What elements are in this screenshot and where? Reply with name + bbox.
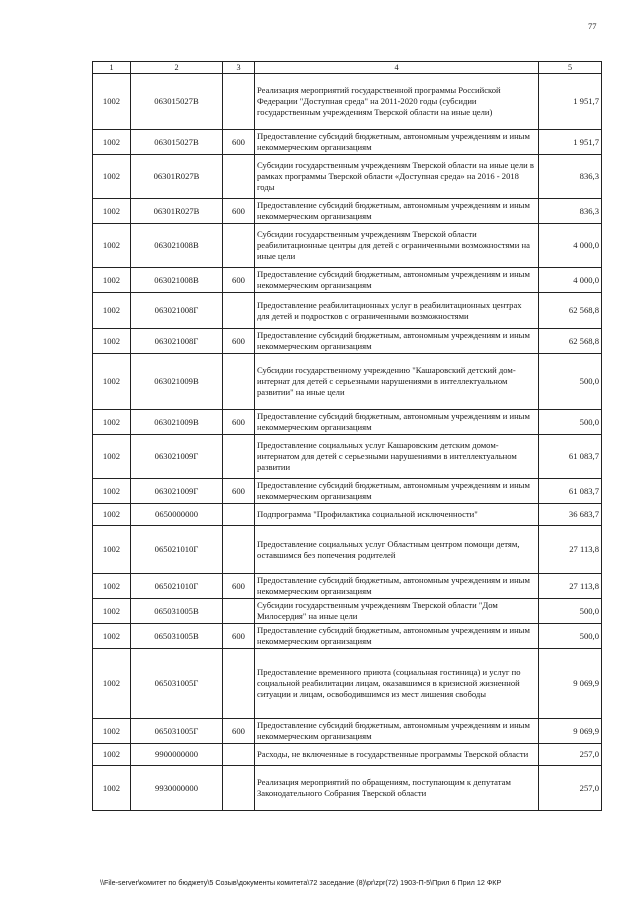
table-row (93, 599, 602, 624)
description-cell: Предоставление субсидий бюджетным, автономным учреждениям и иным некоммерческим организациям (255, 130, 539, 155)
section-cell: 1002 (93, 268, 131, 293)
table-row (93, 130, 602, 155)
section-cell: 1002 (93, 624, 131, 649)
expense-type-cell: 600 (223, 329, 255, 354)
amount-cell: 1 951,7 (539, 74, 602, 130)
header-col-1: 1 (93, 62, 131, 74)
amount-cell: 836,3 (539, 155, 602, 199)
expense-type-cell (223, 526, 255, 574)
section-cell: 1002 (93, 354, 131, 410)
section-cell: 1002 (93, 479, 131, 504)
description-cell: Предоставление субсидий бюджетным, автономным учреждениям и иным некоммерческим организациям (255, 479, 539, 504)
expense-type-cell (223, 766, 255, 811)
table-row (93, 329, 602, 354)
target-article-cell: 063021008В (131, 268, 223, 293)
expense-type-cell (223, 354, 255, 410)
description-cell: Предоставление субсидий бюджетным, автономным учреждениям и иным некоммерческим организациям (255, 410, 539, 435)
expense-type-cell (223, 504, 255, 526)
table-row (93, 435, 602, 479)
description-cell: Предоставление субсидий бюджетным, автономным учреждениям и иным некоммерческим организациям (255, 268, 539, 293)
target-article-cell: 065021010Г (131, 526, 223, 574)
description-cell: Реализация мероприятий государственной программы Российской Федерации "Доступная среда" на 2011-2020 годы (субсидии государственным учреждениям Тверской области на иные цели) (255, 74, 539, 130)
expense-type-cell (223, 74, 255, 130)
description-cell: Предоставление социальных услуг Областным центром помощи детям, оставшимся без попечения родителей (255, 526, 539, 574)
amount-cell: 500,0 (539, 354, 602, 410)
expense-type-cell (223, 155, 255, 199)
header-col-5: 5 (539, 62, 602, 74)
description-cell: Предоставление реабилитационных услуг в реабилитационных центрах для детей и подростков с ограниченными возможностями (255, 293, 539, 329)
target-article-cell: 9930000000 (131, 766, 223, 811)
target-article-cell: 065021010Г (131, 574, 223, 599)
target-article-cell: 063021008Г (131, 329, 223, 354)
target-article-cell: 9900000000 (131, 744, 223, 766)
description-cell: Субсидии государственным учреждениям Тверской области на иные цели в рамках программы Тверской области «Доступная среда» на 2016 - 2018 годы (255, 155, 539, 199)
target-article-cell: 063021009В (131, 410, 223, 435)
section-cell: 1002 (93, 410, 131, 435)
target-article-cell: 063021008В (131, 224, 223, 268)
amount-cell: 1 951,7 (539, 130, 602, 155)
target-article-cell: 063015027В (131, 74, 223, 130)
description-cell: Предоставление субсидий бюджетным, автономным учреждениям и иным некоммерческим организациям (255, 574, 539, 599)
description-cell: Подпрограмма "Профилактика социальной исключенности" (255, 504, 539, 526)
amount-cell: 61 083,7 (539, 479, 602, 504)
target-article-cell: 063021009В (131, 354, 223, 410)
target-article-cell: 063015027В (131, 130, 223, 155)
section-cell: 1002 (93, 329, 131, 354)
table-row (93, 224, 602, 268)
table-row (93, 293, 602, 329)
target-article-cell: 063021008Г (131, 293, 223, 329)
expense-type-cell: 600 (223, 130, 255, 155)
section-cell: 1002 (93, 574, 131, 599)
expense-type-cell: 600 (223, 479, 255, 504)
expense-type-cell: 600 (223, 719, 255, 744)
table-row (93, 649, 602, 719)
table-row (93, 719, 602, 744)
amount-cell: 500,0 (539, 410, 602, 435)
amount-cell: 500,0 (539, 599, 602, 624)
header-col-4: 4 (255, 62, 539, 74)
amount-cell: 9 069,9 (539, 719, 602, 744)
section-cell: 1002 (93, 435, 131, 479)
amount-cell: 257,0 (539, 766, 602, 811)
description-cell: Субсидии государственным учреждениям Тверской области "Дом Милосердия" на иные цели (255, 599, 539, 624)
table-row (93, 268, 602, 293)
target-article-cell: 065031005Г (131, 649, 223, 719)
section-cell: 1002 (93, 766, 131, 811)
budget-table (92, 61, 602, 811)
description-cell: Предоставление субсидий бюджетным, автономным учреждениям и иным некоммерческим организациям (255, 329, 539, 354)
table-header-row (93, 62, 602, 74)
amount-cell: 4 000,0 (539, 224, 602, 268)
section-cell: 1002 (93, 74, 131, 130)
expense-type-cell: 600 (223, 574, 255, 599)
amount-cell: 62 568,8 (539, 293, 602, 329)
target-article-cell: 063021009Г (131, 479, 223, 504)
section-cell: 1002 (93, 293, 131, 329)
expense-type-cell (223, 649, 255, 719)
expense-type-cell: 600 (223, 268, 255, 293)
amount-cell: 500,0 (539, 624, 602, 649)
section-cell: 1002 (93, 719, 131, 744)
description-cell: Реализация мероприятий по обращениям, поступающим к депутатам Законодательного Собрания Тверской области (255, 766, 539, 811)
amount-cell: 27 113,8 (539, 574, 602, 599)
target-article-cell: 065031005Г (131, 719, 223, 744)
table-row (93, 574, 602, 599)
table-row (93, 504, 602, 526)
expense-type-cell (223, 599, 255, 624)
amount-cell: 61 083,7 (539, 435, 602, 479)
table-row (93, 74, 602, 130)
table-row (93, 479, 602, 504)
description-cell: Предоставление социальных услуг Кашаровским детским домом-интернатом для детей с серьезными нарушениями в интеллектуальном развитии (255, 435, 539, 479)
amount-cell: 836,3 (539, 199, 602, 224)
table-row (93, 526, 602, 574)
file-path-footer: \\File-server\комитет по бюджету\5 Созыв\документы комитета\72 заседание (8)\pr\zpr(72) 1903-П-5\Прил 6 Прил 12 ФКР (100, 878, 502, 887)
section-cell: 1002 (93, 224, 131, 268)
section-cell: 1002 (93, 649, 131, 719)
expense-type-cell: 600 (223, 624, 255, 649)
table-row (93, 155, 602, 199)
description-cell: Субсидии государственным учреждениям Тверской области реабилитационные центры для детей с ограниченными возможностями на иные цели (255, 224, 539, 268)
target-article-cell: 063021009Г (131, 435, 223, 479)
section-cell: 1002 (93, 155, 131, 199)
target-article-cell: 0650000000 (131, 504, 223, 526)
header-col-2: 2 (131, 62, 223, 74)
amount-cell: 257,0 (539, 744, 602, 766)
table-row (93, 199, 602, 224)
target-article-cell: 065031005В (131, 599, 223, 624)
section-cell: 1002 (93, 504, 131, 526)
table-row (93, 410, 602, 435)
section-cell: 1002 (93, 199, 131, 224)
header-col-3: 3 (223, 62, 255, 74)
amount-cell: 4 000,0 (539, 268, 602, 293)
target-article-cell: 065031005В (131, 624, 223, 649)
section-cell: 1002 (93, 744, 131, 766)
description-cell: Предоставление субсидий бюджетным, автономным учреждениям и иным некоммерческим организациям (255, 199, 539, 224)
table-row (93, 624, 602, 649)
description-cell: Предоставление субсидий бюджетным, автономным учреждениям и иным некоммерческим организациям (255, 719, 539, 744)
section-cell: 1002 (93, 130, 131, 155)
table-row (93, 354, 602, 410)
amount-cell: 62 568,8 (539, 329, 602, 354)
page-number: 77 (588, 21, 597, 31)
target-article-cell: 06301R027В (131, 199, 223, 224)
expense-type-cell: 600 (223, 199, 255, 224)
amount-cell: 27 113,8 (539, 526, 602, 574)
expense-type-cell (223, 744, 255, 766)
amount-cell: 36 683,7 (539, 504, 602, 526)
target-article-cell: 06301R027В (131, 155, 223, 199)
expense-type-cell (223, 224, 255, 268)
expense-type-cell (223, 293, 255, 329)
section-cell: 1002 (93, 526, 131, 574)
amount-cell: 9 069,9 (539, 649, 602, 719)
description-cell: Предоставление временного приюта (социальная гостиница) и услуг по социальной реабилитации лицам, оказавшимся в кризисной жизненной ситуации и лицам, освободившимся из мест лишения свободы (255, 649, 539, 719)
description-cell: Предоставление субсидий бюджетным, автономным учреждениям и иным некоммерческим организациям (255, 624, 539, 649)
description-cell: Субсидии государственному учреждению "Кашаровский детский дом-интернат для детей с серьезными нарушениями в интеллектуальном развитии" на иные цели (255, 354, 539, 410)
table-row (93, 744, 602, 766)
table-row (93, 766, 602, 811)
description-cell: Расходы, не включенные в государственные программы Тверской области (255, 744, 539, 766)
expense-type-cell: 600 (223, 410, 255, 435)
expense-type-cell (223, 435, 255, 479)
section-cell: 1002 (93, 599, 131, 624)
